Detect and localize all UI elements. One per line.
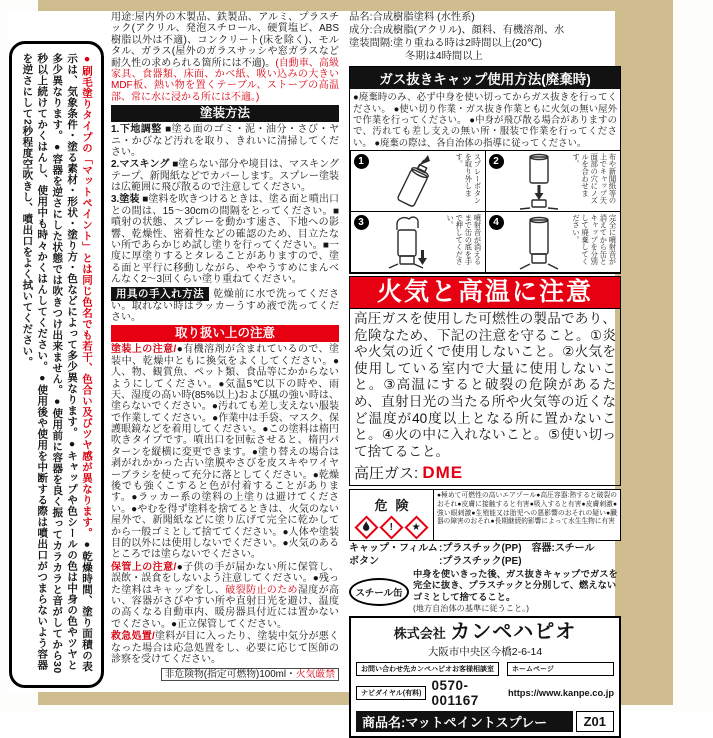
- step-3-number: 3: [354, 215, 369, 230]
- step-4-number: 4: [489, 215, 504, 230]
- product-name-bar: 商品名:マットペイントスプレー: [356, 711, 573, 732]
- contact-box: [356, 662, 499, 676]
- paint-method-step2: 2.マスキング ■塗らない部分や境目は、マスキングテープ、新聞紙などでカバーします。スプレー塗装は広範囲に飛び散るので注意してください。: [111, 159, 339, 194]
- paint-method-step3: 3.塗装 ■塗料を吹きつけるときは、塗る面と噴出口との間は、15〜30cmの間隔をとってください。■噴射の状態、スプレーを動かす速さ、下地への影響、乾燥性、密着性などの確認のため、目立たない所であらかじめ試し塗りを行ってください。■一度に厚塗りするとタレることがありますので、塗る面と平行に移動しながら、ややうすめにまんべんなく2〜3回くらい塗り重ねてください。: [111, 194, 339, 286]
- contact-row: [356, 662, 614, 676]
- cap-film-label: キャップ・フィルム: [349, 543, 438, 555]
- spec-recoat-interval: 塗装間隔:塗り重ねる時は2時間以上(20℃): [349, 37, 542, 49]
- usage-notes-rounded-box: [9, 41, 104, 688]
- phone-label-box: ナビダイヤル(有料): [356, 686, 426, 700]
- non-hazard-row: [111, 668, 339, 681]
- homepage-box: ホームページ: [507, 662, 614, 676]
- contact-label: お問い合わせ先: [361, 665, 410, 673]
- handling-storage-caution: 保管上の注意/●子供の手が届かない所に保管し、誤飲・誤食をしないよう注意してください。●残った塗料はキャップをし、破裂防止のため湿度が高い、容器がさびやすい所や直射日光を避け、温度の高くなる自動車内、暖房器具付近には置かないでください。●正立保管してください。: [111, 561, 340, 630]
- materials-line-1: [349, 543, 621, 556]
- company-name: [356, 621, 614, 643]
- product-specs: [349, 12, 621, 63]
- fire-warning-banner: 火気と高温に注意: [350, 277, 620, 309]
- cap-film-value: :プラスチック(PP): [439, 543, 522, 555]
- steel-can-badge: スチール缶: [349, 578, 409, 606]
- phone-number: 0570-001167: [431, 677, 479, 708]
- fire-warning-section: [349, 276, 621, 486]
- gas-release-cap-header: ガス抜きキャップ使用方法(廃棄時): [350, 67, 620, 89]
- company-address: 大阪市中央区今橋2-6-14: [427, 645, 543, 658]
- spec-product-name: 品名:合成樹脂塗料 (水性系): [349, 12, 475, 23]
- ghs-flame-icon: [354, 515, 378, 539]
- gas-release-cap-intro: ●廃棄時のみ、必ず中身を使い切ってからガス抜きを行ってください。 ●使い切り作業・ガス抜き作業ともに火気の無い屋外で作業を行ってください。 ●中身が飛び散る場合がありますので、汚れても差し支えの無い所・服装で作業を行ってください。 ●廃棄の際は、各自治体の指導に従ってください。: [350, 89, 620, 150]
- gas-release-step-1: [350, 150, 486, 212]
- spec-ingredients: 成分:合成樹脂(アクリル)、顔料、有機溶剤、水: [349, 24, 565, 36]
- steel-can-instruction: 中身を使いきった後、ガス抜きキャップでガスを完全に抜き、プラスチックと分別して、燃えないゴミとして捨てること。: [413, 569, 618, 602]
- step-2-text: 布や新聞紙等の上でキャップ天面部の穴にノズルを合わせます。: [572, 153, 618, 205]
- ghs-pictograms: [354, 519, 429, 536]
- can-on-cap-icon: [506, 214, 572, 270]
- materials-line-2: [349, 556, 621, 569]
- propellant-value: DME: [422, 463, 464, 483]
- step-1-text: スプレーボタンを取り外します。: [455, 153, 483, 205]
- gas-release-cap-section: [349, 66, 621, 273]
- non-hazard-badge: 非危険物(指定可燃物)100ml・火気厳禁: [161, 668, 339, 681]
- step-2-number: 2: [489, 154, 504, 169]
- product-name-row: [356, 711, 614, 732]
- container-material: 容器:スチール: [531, 543, 595, 555]
- spray-can-remove-button-icon: [371, 153, 456, 209]
- gas-release-step-2: [485, 150, 621, 212]
- gas-release-steps-grid: [350, 151, 620, 273]
- vertical-notes-text: ●刷毛塗りタイプの「マットペイント」とは同じ色名でも若干、色合い及びツヤ感が異なります。●乾燥時間、塗り面積の表示は、気象条件・塗る素材・形状・塗り方・色などによって多少異なります。●キャップや色シールの色は中身の色やツヤと多少異なります。●容器を逆さにした状態では吹きつけ出来ません。●使用前に容器を良く振ってカラカラと音がしてから30秒以上続けてかくはんし、使用中も時々かくはんしてください。●使用後や使用を中断する際は噴出口がつまらないよう容器を逆さにして2秒程度空吹きし、噴出口をよく拭いてください。: [21, 53, 93, 674]
- spray-can-align-nozzle-icon: [506, 153, 572, 209]
- homepage-url: https://www.kanpe.co.jp: [507, 687, 614, 698]
- step-4-text: 完全に噴射音が消えてから缶とキャップを分別して廃棄してください。: [572, 214, 618, 266]
- hand-press-can-icon: [371, 214, 447, 270]
- ghs-danger-left: [350, 490, 434, 540]
- phone-row: [356, 678, 614, 708]
- label-content-panel: [7, 11, 618, 730]
- gas-release-step-4: [485, 211, 621, 273]
- button-value: :プラスチック(PE): [439, 555, 522, 567]
- steel-can-note: (地方自治体の基準に従うこと。): [413, 603, 529, 613]
- company-corp-type: 株式会社: [393, 625, 446, 641]
- propellant-label: 高圧ガス:: [354, 465, 419, 483]
- spec-recoat-winter: 冬期は4時間以上: [405, 50, 483, 62]
- ghs-danger-box: [349, 489, 621, 541]
- contact-value: カンペハピオお客様相談室: [410, 665, 494, 673]
- fire-warning-body: 高圧ガスを使用した可燃性の製品であり、危険なため、下記の注意を守ること。①炎や火気の近くで使用しないこと。②火気を使用している室内で大量に使用しないこと。③高温にすると破裂の危険があるため、直射日光の当たる所や火気等の近くなど温度が40度以上となる所に置かないこと。④火の中に入れないこと。⑤使い切って捨てること。: [354, 311, 616, 459]
- ghs-hazard-statements: ●極めて可燃性の高いエアゾール●高圧容器:熱すると破裂のおそれ●皮膚に接触すると有害●吸入すると有害●皮膚刺激●強い眼刺激●生殖能又は胎児への悪影響のおそれの疑い●臓器の障害のおそれ●長期継続的影響によって水生生物に有害: [437, 492, 617, 526]
- step-1-number: 1: [354, 154, 369, 169]
- paint-method-header: 塗装方法: [111, 105, 339, 122]
- propellant-line: [350, 462, 620, 485]
- step-3-text: 噴射音が消えるまで缶の底を手で押してください。: [446, 214, 483, 266]
- tool-care-text: 乾燥前に水で洗ってください。取れない時はラッカーうすめ液で洗ってください。: [111, 288, 340, 323]
- button-label: ボタン: [349, 555, 379, 567]
- gas-release-step-3: [350, 211, 486, 273]
- handling-painting-caution: 塗装上の注意/●有機溶剤が含まれているので、塗装中、乾燥中ともに換気をよくしてください。●人、物、観賞魚、ペット類、食品等にかからないようにしてください。●気温5℃以下の時や、雨天、湿度の高い時(85%以上)および風の強い時は、塗らないでください。●汚れても差し支えない服装で作業してください。●作業中は手袋、マスク、保護眼鏡などを着用してください。●この塗料は楕円吹きタイプです。噴出口を回転させると、楕円パターンを縦横に変更できます。●塗り替えの場合は剥がれかかった古い塗膜やさびを皮スキやワイヤーブラシを使って充分に落としてください。●乾燥後でも強くこすると色が付着することがあります。●ラッカー系の塗料の上塗りは避けてください。●やむを得ず塗料を捨てるときは、火気のない屋外で、新聞紙などに塗り広げて完全に乾かしてから一般ゴミとして捨ててください。●人体や塗装目的以外には使用しないでください。●火気のあるところでは塗らないでください。: [111, 344, 340, 561]
- tool-care-paragraph: [111, 289, 339, 324]
- handling-first-aid: 救急処置/塗料が目に入ったり、塗装中気分が悪くなった場合は応急処置をし、必要に応じて医師の診察を受けてください。: [111, 631, 340, 665]
- handling-caution-header: 取り扱い上の注意: [111, 325, 339, 342]
- middle-column: [107, 11, 344, 692]
- steel-can-text: [413, 569, 621, 614]
- danger-word: 危険: [374, 497, 417, 513]
- right-column: [349, 11, 621, 730]
- paint-method-step1: 1.下地調整 ■塗る面のゴミ・泥・油分・さび・ヤニ・かびなど汚れを取り、きれいに清掃してください。: [111, 124, 339, 158]
- product-code: Z01: [576, 711, 614, 732]
- ghs-exclamation-icon: !: [379, 515, 403, 539]
- materials-section: [349, 543, 621, 568]
- company-brand: カンペハピオ: [450, 620, 577, 643]
- steel-can-disposal: [349, 569, 621, 614]
- company-info-box: [349, 616, 621, 738]
- usage-paragraph: 用途:屋内外の木製品、鉄製品、アルミ、プラスチック(アクリル、発泡スチロール、硬質塩ビ、ABS樹脂以外は不適)、コンクリート(床を除く)、モルタル、ガラス(屋外のガラスサッシや窓ガラスなど耐久性の求められる箇所には不適)。(自動車、高級家具、食器類、床面、かべ紙、吸い込みの大きいMDF板、熱い物を置くテーブル、ストーブの高温部、常に水に浸かる所には不適。): [111, 12, 339, 103]
- ghs-health-hazard-icon: ★: [404, 515, 428, 539]
- tool-care-header: 用具の手入れ方法: [111, 287, 209, 301]
